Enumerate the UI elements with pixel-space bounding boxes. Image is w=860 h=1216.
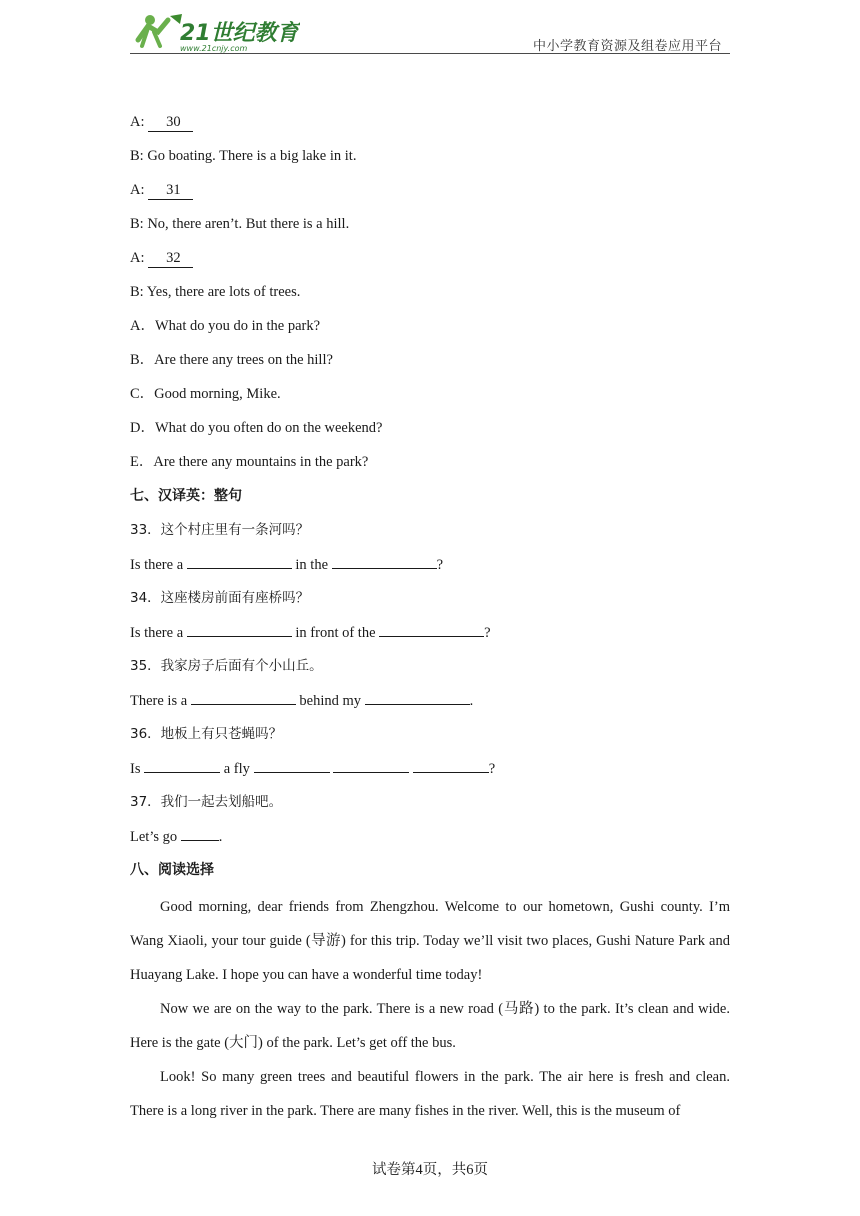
reading-paragraph-3: Look! So many green trees and beautiful flowers in the park. The air here is fresh and clean. There is a long river in the park. There are many fishes in the river. Well, this is the museum of [130,1069,730,1119]
dialogue-line-b3: B: Yes, there are lots of trees. [130,284,301,300]
platform-name: 中小学教育资源及组卷应用平台 [532,39,722,54]
answer-blank[interactable] [144,754,220,773]
question-35-english: There is a behind my . [130,686,730,720]
question-34-chinese: 34．这座楼房前面有座桥吗？ [130,590,310,606]
answer-blank[interactable] [181,822,219,841]
answer-blank-31[interactable]: 31 [148,181,193,200]
question-33-english: Is there a in the ? [130,550,730,584]
answer-blank[interactable] [379,618,484,637]
option-e: E．Are there any mountains in the park? [130,454,369,470]
question-37-english: Let’s go . [130,822,730,856]
section-7-title: 七、汉译英：整句 [130,488,242,504]
question-33-chinese: 33．这个村庄里有一条河吗？ [130,522,310,538]
answer-blank-30[interactable]: 30 [148,113,193,132]
answer-blank[interactable] [332,550,437,569]
answer-blank[interactable] [187,618,292,637]
question-34-english: Is there a in front of the ? [130,618,730,652]
answer-blank[interactable] [254,754,330,773]
svg-text:21世纪教育: 21世纪教育 [180,21,299,46]
section-8-title: 八、阅读选择 [130,862,214,878]
question-36-english: Is a fly ? [130,754,730,788]
21cnjy-logo [130,10,300,54]
reading-paragraph-1: Good morning, dear friends from Zhengzhou. Welcome to our hometown, Gushi county. I’m Wang Xiaoli, your tour guide (导游) for this trip. Today we’ll visit two places, Gushi Nature Park and Huayang Lake. I hope you can have a wonderful time today! [130,899,730,983]
svg-text:www.21cnjy.com: www.21cnjy.com [180,44,248,53]
option-a: A．What do you do in the park? [130,318,321,334]
page-header [130,8,730,55]
dialogue-line-a32: A: 32 [130,244,730,278]
dialogue-line-a31: A: 31 [130,176,730,210]
answer-blank[interactable] [191,686,296,705]
answer-blank[interactable] [333,754,409,773]
answer-blank[interactable] [187,550,292,569]
question-37-chinese: 37．我们一起去划船吧。 [130,794,283,810]
dialogue-line-b1: B: Go boating. There is a big lake in it. [130,148,357,164]
answer-blank[interactable] [413,754,489,773]
dialogue-line-b2: B: No, there aren’t. But there is a hill. [130,216,350,232]
answer-blank[interactable] [365,686,470,705]
option-d: D．What do you often do on the weekend? [130,420,383,436]
option-b: B．Are there any trees on the hill? [130,352,333,368]
dialogue-line-a30: A: 30 [130,108,730,142]
answer-blank-32[interactable]: 32 [148,249,193,268]
question-36-chinese: 36．地板上有只苍蝇吗？ [130,726,283,742]
page-footer: 试卷第4页，共6页 [372,1162,488,1178]
worksheet-content [130,108,730,1128]
reading-paragraph-2: Now we are on the way to the park. There is a new road (马路) to the park. It’s clean and wide. Here is the gate (大门) of the park. Let’s get off the bus. [130,1001,730,1051]
header-divider [130,53,730,54]
option-c: C．Good morning, Mike. [130,386,281,402]
question-35-chinese: 35．我家房子后面有个小山丘。 [130,658,323,674]
